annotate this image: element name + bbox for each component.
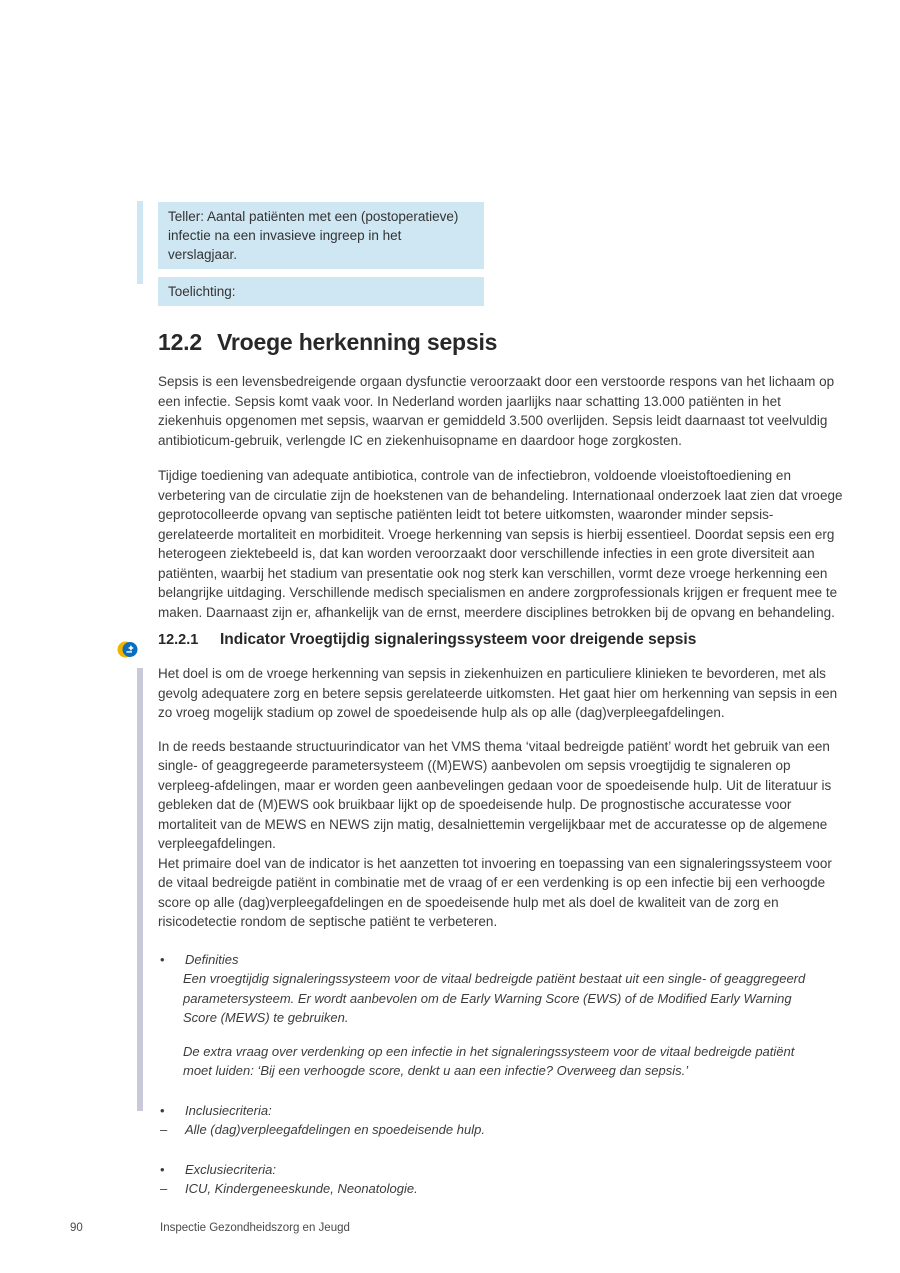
- toelichting-box: [158, 277, 484, 306]
- teller-box: [158, 202, 484, 269]
- section-number: 12.2: [158, 329, 202, 355]
- toelichting-text: Toelichting:: [168, 284, 236, 299]
- list-item-exclusie-detail: [158, 1179, 846, 1199]
- definities-text-2: De extra vraag over verdenking op een infectie in het signaleringssysteem voor de vitaal bedreigde patiënt moet luiden: ‘Bij een verhoogde score, denkt u aan een infectie? Overweeg dan sepsis.’: [183, 1043, 795, 1078]
- teller-accent-bar: [137, 201, 143, 284]
- subsection-title: Indicator Vroegtijdig signaleringssysteem voor dreigende sepsis: [220, 631, 697, 648]
- list-item-inclusie-detail: [158, 1120, 846, 1140]
- dash-marker: –: [160, 1122, 168, 1137]
- teller-text: Teller: Aantal patiënten met een (postoperatieve) infectie na een invasieve ingreep in het verslagjaar.: [168, 209, 459, 262]
- paragraph-sepsis-intro: Sepsis is een levensbedreigende orgaan dysfunctie veroorzaakt door een verstoorde respons van het lichaam op een infectie. Sepsis komt vaak voor. In Nederland worden jaarlijks naar schatting 13.000 patiënten in het ziekenhuis opgenomen met sepsis, waarvan er gemiddeld 3.500 overlijden. Sepsis leidt daarnaast tot veelvuldig antibioticum-gebruik, verlengde IC en ziekenhuisopname en daardoor hoge zorgkosten.: [158, 374, 835, 448]
- bullet-marker: •: [160, 1161, 165, 1177]
- paragraph-vms-indicator: In de reeds bestaande structuurindicator van het VMS thema ‘vitaal bedreigde patiënt’ wordt het gebruik van een single- of geaggregeerde parametersysteem ((M)EWS) aanbevolen om sepsis vroegtijdig te signaleren op verpleeg-afdelingen, maar er worden geen aanbevelingen gedaan voor de spoedeisende hulp. Uit de literatuur is gebleken dat de (M)EWS ook bruikbaar lijkt op de spoedeisende hulp. De prognostische accuratesse voor mortaliteit van de MEWS en NEWS zijn matig, desalniettemin vergelijkbaar met de accuratesse op de algemene verpleegafdelingen.: [158, 738, 832, 851]
- inclusie-detail-text: Alle (dag)verpleegafdelingen en spoedeisende hulp.: [185, 1122, 485, 1137]
- list-item-inclusiecriteria: [158, 1101, 846, 1121]
- footer-organization: Inspectie Gezondheidszorg en Jeugd: [160, 1222, 350, 1234]
- bullet-marker: •: [160, 1102, 165, 1118]
- paragraph-indicator-goal: Het doel is om de vroege herkenning van sepsis in ziekenhuizen en particuliere klinieken te bevorderen, met als gevolg adequatere zorg en betere sepsis gerelateerde uitkomsten. Het gaat hier om herkenning van sepsis in een zo vroeg mogelijk stadium op zowel de spoedeisende hulp als op alle (dag)verpleegafdelingen.: [158, 666, 838, 720]
- subsection-heading: [158, 630, 846, 650]
- dash-marker: –: [160, 1181, 168, 1196]
- paragraph-primary-goal: Het primaire doel van de indicator is het aanzetten tot invoering en toepassing van een signaleringssysteem voor de vitaal bedreigde patiënt in combinatie met de vraag of er een verdenking is op een infectie bij een verhoogde score op alle (dag)verpleegafdelingen en de spoedeisende hulp met als doel de kwaliteit van de zorg en risicodetectie rondom de septische patiënt te verbeteren.: [158, 855, 832, 929]
- definities-text-1: Een vroegtijdig signaleringssysteem voor de vitaal bedreigde patiënt bestaat uit een single- of geaggregeerd parametersysteem. Er wordt aanbevolen om de Early Warning Score (EWS) of de Modified Early Warning Score (MEWS) te gebruiken.: [183, 971, 806, 1025]
- section-title: Vroege herkenning sepsis: [217, 329, 498, 355]
- bullet-marker: •: [160, 951, 165, 967]
- indicator-accent-bar: [137, 668, 143, 1111]
- subsection-number: 12.2.1: [158, 632, 199, 648]
- paragraph-sepsis-treatment: Tijdige toediening van adequate antibiotica, controle van de infectiebron, voldoende vloeistoftoediening en verbetering van de circulatie zijn de hoekstenen van de behandeling. Internationaal onderzoek laat zien dat vroege geprotocolleerde opvang van septische patiënten leidt tot betere uitkomsten, waaronder minder sepsis-gerelateerde mortaliteit en morbiditeit. Vroege herkenning van sepsis is hierbij essentieel. Doordat sepsis een erg heterogeen ziektebeeld is, dat kan worden veroorzaakt door verschillende infecties in een grote diversiteit aan patiënten, waarbij het stadium van presentatie ook nog sterk kan verschillen, vormt deze vroege herkenning een belangrijke uitdaging. Verschillende medisch specialismen en andere zorgprofessionals krijgen er frequent mee te maken. Daarnaast zijn er, afhankelijk van de ernst, meerdere disciplines betrokken bij de opvang en behandeling.: [158, 468, 843, 620]
- definities-label: Definities: [185, 951, 239, 967]
- exclusiecriteria-label: Exclusiecriteria:: [185, 1161, 277, 1177]
- list-item-exclusiecriteria: [158, 1160, 846, 1180]
- hospital-clinics-icon: [117, 639, 138, 660]
- page-number: 90: [70, 1222, 83, 1234]
- text-column: [158, 202, 846, 1199]
- criteria-list: [158, 950, 846, 1199]
- exclusie-detail-text: ICU, Kindergeneeskunde, Neonatologie.: [185, 1181, 418, 1196]
- section-heading: [158, 328, 846, 356]
- list-item-definities: [158, 950, 846, 970]
- inclusiecriteria-label: Inclusiecriteria:: [185, 1102, 272, 1118]
